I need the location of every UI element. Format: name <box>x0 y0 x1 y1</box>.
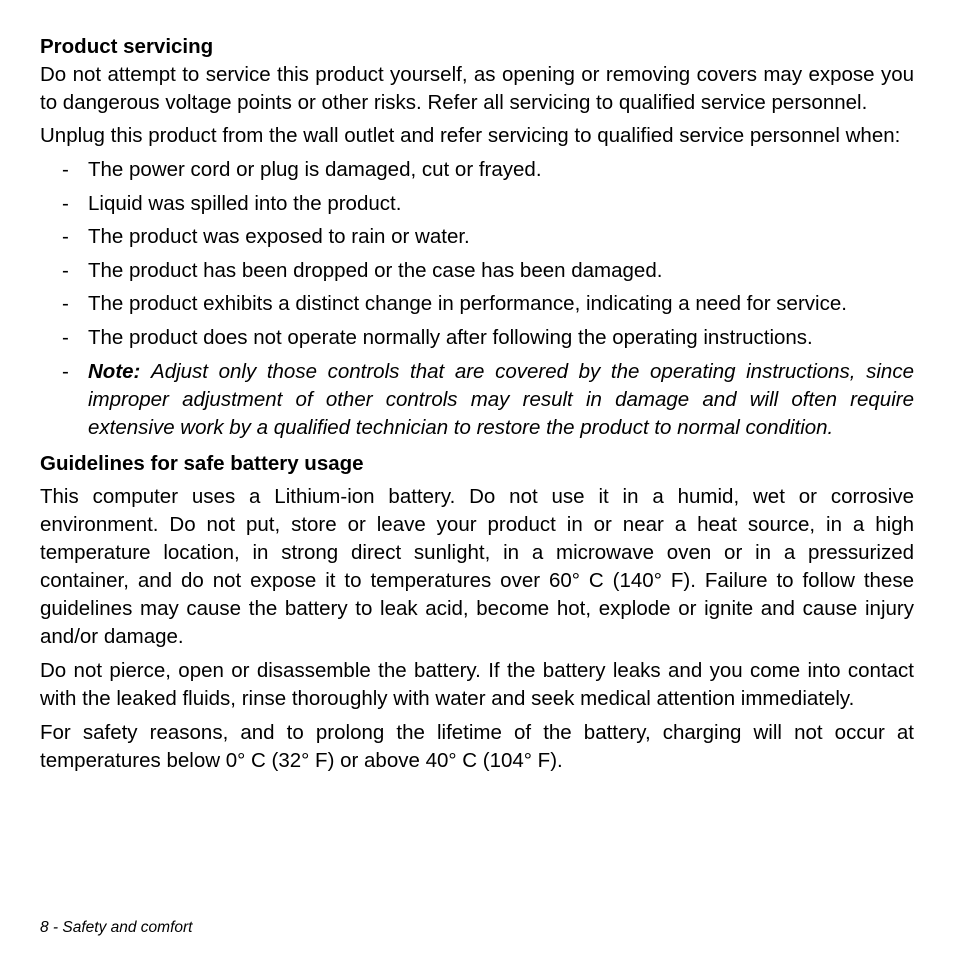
list-dash: - <box>62 225 69 249</box>
list-item-text: The product has been dropped or the case has been damaged. <box>88 258 663 282</box>
list-item-note <box>40 358 914 442</box>
paragraph-unplug: Unplug this product from the wall outlet and refer servicing to qualified service personnel when: <box>40 124 901 147</box>
list-item <box>40 257 914 285</box>
page-footer: 8 - Safety and comfort <box>40 919 193 936</box>
list-item <box>40 290 914 318</box>
list-item-text: The product does not operate normally after following the operating instructions. <box>88 325 813 349</box>
heading-battery-guidelines: Guidelines for safe battery usage <box>40 451 364 475</box>
list-dash: - <box>62 191 69 215</box>
list-item-text: The power cord or plug is damaged, cut or frayed. <box>88 158 542 181</box>
list-dash: - <box>62 258 69 282</box>
note-text: Adjust only those controls that are covered by the operating instructions, since improper adjustment of other controls may result in damage and will often require extensive work by a qualified technician to restore the product to normal condition. <box>88 359 914 439</box>
list-dash: - <box>62 158 69 181</box>
paragraph-service-warning: Do not attempt to service this product yourself, as opening or removing covers may expose you to dangerous voltage points or other risks. Refer all servicing to qualified service personnel. <box>40 63 914 114</box>
list-item <box>40 223 914 251</box>
paragraph-battery-leak: Do not pierce, open or disassemble the battery. If the battery leaks and you come into contact with the leaked fluids, rinse thoroughly with water and seek medical attention immediately. <box>40 658 914 710</box>
list-item-text: The product exhibits a distinct change in performance, indicating a need for service. <box>88 292 847 316</box>
list-dash: - <box>62 325 69 349</box>
list-item <box>40 190 914 218</box>
list-item <box>40 324 914 352</box>
paragraph-battery-environment: This computer uses a Lithium-ion battery. Do not use it in a humid, wet or corrosive environment. Do not put, store or leave your product in or near a heat source, in a high temperature location, in strong direct sunlight, in a microwave oven or in a pressurized container, and do not expose it to temperatures over 60° C (140° F). Failure to follow these guidelines may cause the battery to leak acid, become hot, explode or ignite and cause injury and/or damage. <box>40 484 914 648</box>
list-item-text: The product was exposed to rain or water. <box>88 225 470 249</box>
list-item <box>40 156 914 184</box>
list-item-text: Liquid was spilled into the product. <box>88 191 402 215</box>
document-page <box>40 33 914 775</box>
servicing-conditions-list <box>40 156 914 442</box>
heading-product-servicing: Product servicing <box>40 35 214 58</box>
list-dash: - <box>62 292 69 316</box>
paragraph-battery-charging: For safety reasons, and to prolong the lifetime of the battery, charging will not occur at temperatures below 0° C (32° F) or above 40° C (104° F). <box>40 720 914 772</box>
note-label: Note: <box>88 359 141 383</box>
list-dash: - <box>62 359 69 383</box>
